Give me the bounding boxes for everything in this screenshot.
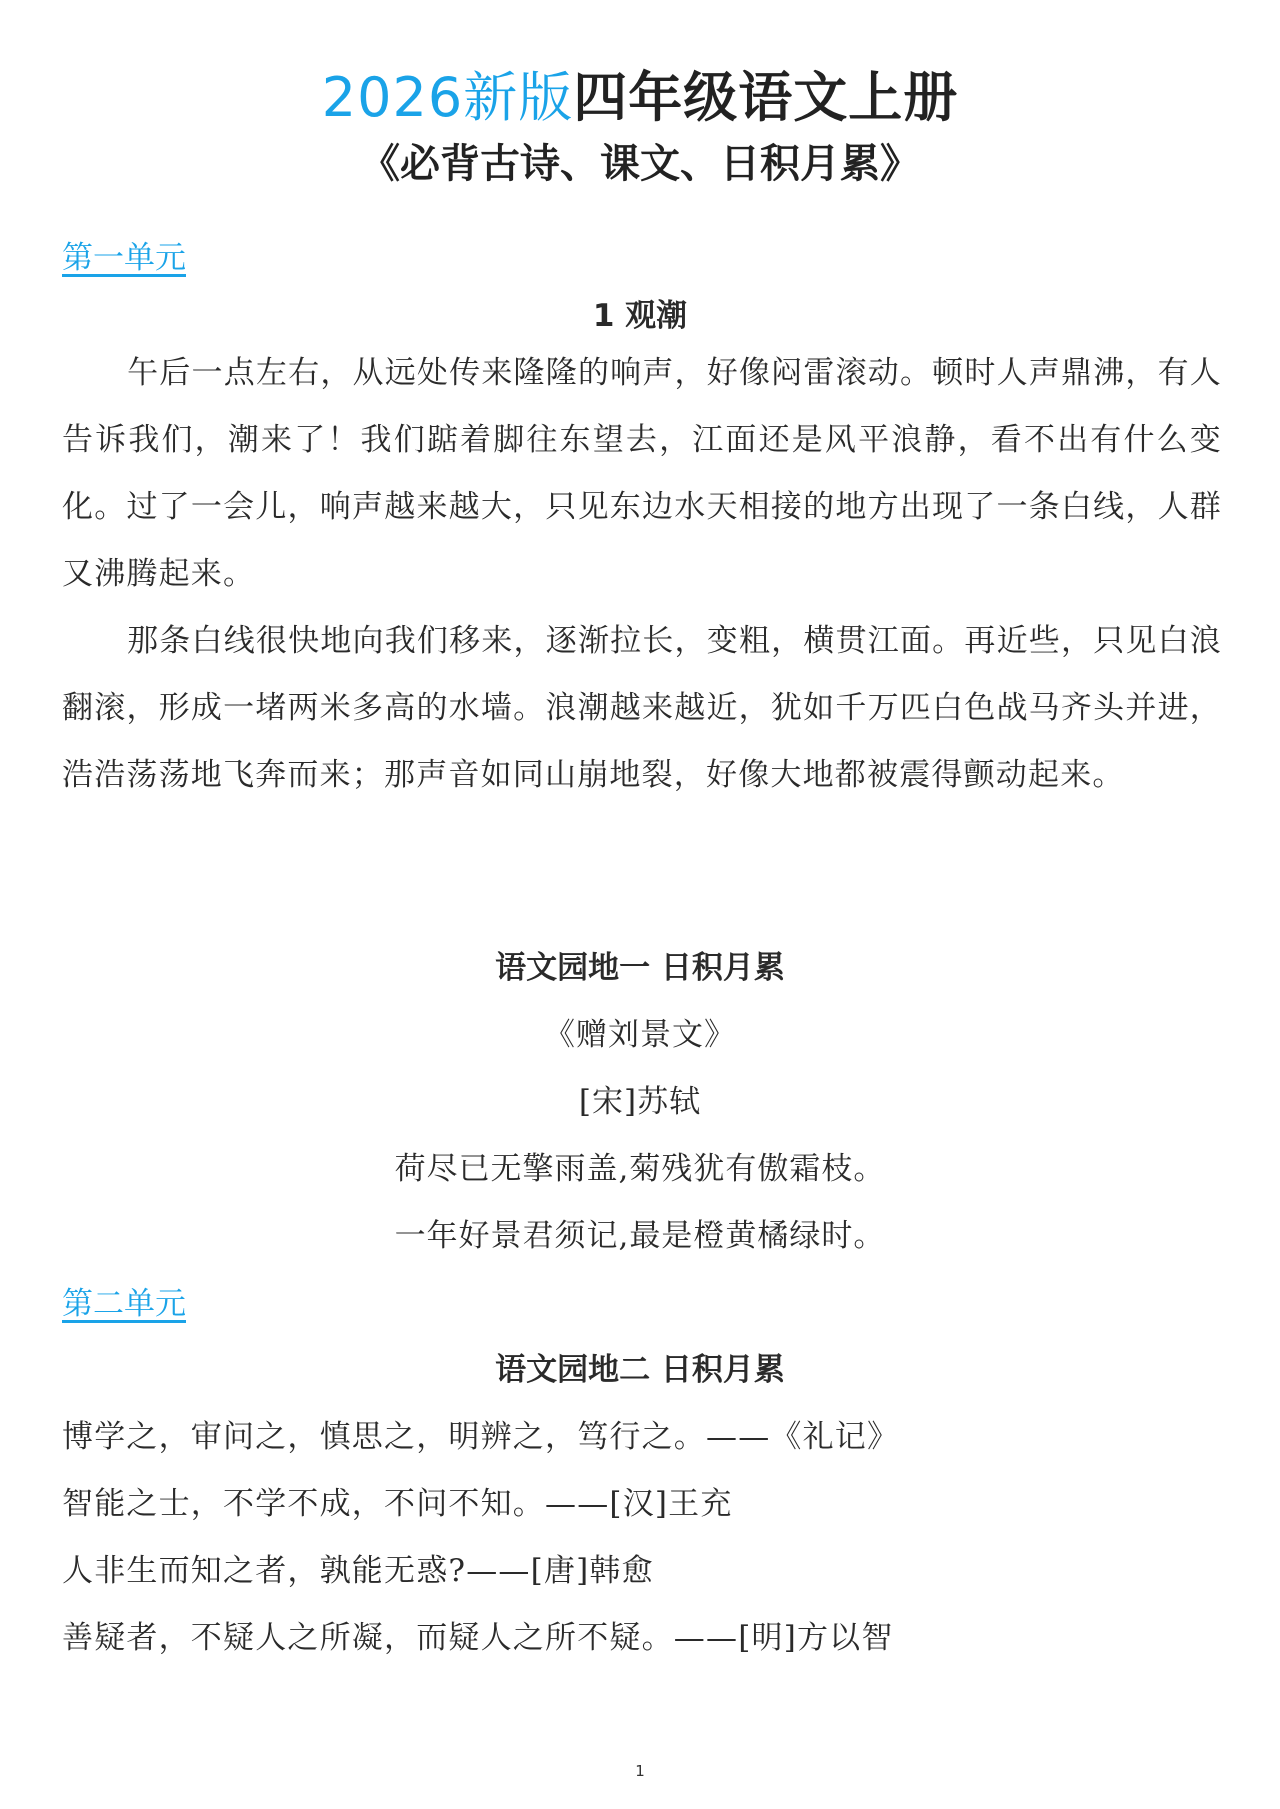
document-title xyxy=(0,62,1280,134)
title-grade-subject: 四年级语文上册 xyxy=(573,66,959,129)
unit-1-link[interactable]: 第一单元 xyxy=(62,240,186,276)
lesson-paragraph: 那条白线很快地向我们移来，逐渐拉长，变粗，横贯江面。再近些，只见白浪翻滚，形成一堵两米多高的水墙。浪潮越来越近，犹如千万匹白色战马齐头并进，浩浩荡荡地飞奔而来；那声音如同山崩地裂，好像大地都被震得颤动起来。 xyxy=(62,623,1222,793)
quote-line: 博学之，审问之，慎思之，明辨之，笃行之。——《礼记》 xyxy=(62,1419,900,1455)
title-year-edition: 2026新版 xyxy=(321,66,574,129)
poem-author: [宋]苏轼 xyxy=(578,1084,702,1120)
garden-1-title: 语文园地一 日积月累 xyxy=(495,950,785,986)
lesson-text xyxy=(62,340,1222,809)
page-number: 1 xyxy=(635,1762,645,1780)
quote-line: 智能之士，不学不成，不问不知。——[汉]王充 xyxy=(62,1486,733,1522)
document-subtitle: 《必背古诗、课文、日积月累》 xyxy=(360,141,920,187)
quote-line: 人非生而知之者，孰能无惑?——[唐]韩愈 xyxy=(62,1553,654,1589)
poem-line: 一年好景君须记,最是橙黄橘绿时。 xyxy=(394,1218,886,1254)
quote-line: 善疑者，不疑人之所凝，而疑人之所不疑。——[明]方以智 xyxy=(62,1620,894,1656)
poem-line: 荷尽已无擎雨盖,菊残犹有傲霜枝。 xyxy=(394,1151,886,1187)
lesson-title: 1 观潮 xyxy=(592,298,688,334)
lesson-paragraph: 午后一点左右，从远处传来隆隆的响声，好像闷雷滚动。顿时人声鼎沸，有人告诉我们，潮来了！我们踮着脚往东望去，江面还是风平浪静，看不出有什么变化。过了一会儿，响声越来越大，只见东边水天相接的地方出现了一条白线，人群又沸腾起来。 xyxy=(62,355,1222,592)
unit-2-link[interactable]: 第二单元 xyxy=(62,1286,186,1322)
poem-title: 《赠刘景文》 xyxy=(544,1017,736,1053)
garden-2-title: 语文园地二 日积月累 xyxy=(495,1352,785,1388)
